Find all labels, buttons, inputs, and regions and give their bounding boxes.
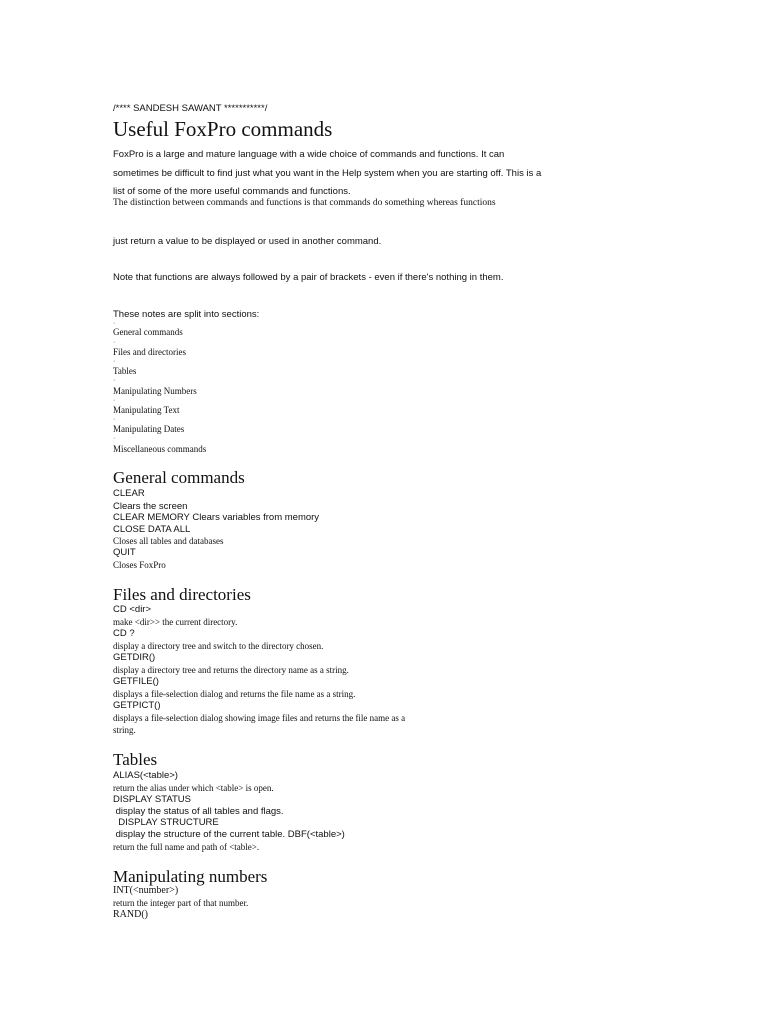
command-description: displays a file-selection dialog showing image files and returns the file name as a [113, 713, 406, 723]
bullet-icon: · [113, 339, 116, 346]
bullet-icon: · [113, 435, 116, 442]
command-description: display a directory tree and switch to the directory chosen. [113, 641, 324, 651]
command-name: INT(<number>) [113, 885, 179, 896]
command-description: string. [113, 725, 136, 735]
command-name: GETPICT() [113, 700, 161, 711]
bullet-icon: · [113, 320, 116, 327]
bullet-icon: · [113, 416, 116, 423]
command-name: DISPLAY STRUCTURE [113, 817, 219, 828]
bullet-icon: · [113, 358, 116, 365]
command-name: CD <dir> [113, 604, 152, 615]
intro-paragraph-line: These notes are split into sections: [113, 309, 260, 320]
command-name: CD ? [113, 628, 135, 639]
intro-paragraph-line: FoxPro is a large and mature language with a wide choice of commands and functions. It can [113, 149, 505, 160]
command-description: return the full name and path of <table>. [113, 842, 260, 852]
intro-paragraph-line: list of some of the more useful commands and functions. [113, 186, 351, 197]
toc-item-tables: Tables [113, 366, 137, 376]
toc-item-files-and-directories: Files and directories [113, 347, 186, 357]
command-description: display the structure of the current table. DBF(<table>) [113, 829, 345, 840]
command-description: return the alias under which <table> is open. [113, 783, 274, 793]
intro-paragraph-line: Note that functions are always followed by a pair of brackets - even if there's nothing in them. [113, 272, 504, 283]
toc-item-manipulating-numbers: Manipulating Numbers [113, 386, 197, 396]
command-name: CLEAR [113, 488, 145, 499]
page-title: Useful FoxPro commands [113, 117, 333, 141]
command-name: CLOSE DATA ALL [113, 524, 191, 535]
bullet-icon: · [113, 377, 116, 384]
intro-paragraph-line: just return a value to be displayed or used in another command. [113, 236, 382, 247]
intro-paragraph-line: The distinction between commands and functions is that commands do something whereas functions [113, 198, 496, 208]
command-description: displays a file-selection dialog and returns the file name as a string. [113, 689, 356, 699]
command-name: ALIAS(<table>) [113, 770, 178, 781]
command-name: RAND() [113, 909, 148, 920]
byline: /**** SANDESH SAWANT ***********/ [113, 103, 268, 114]
command-name: GETDIR() [113, 652, 156, 663]
command-name: QUIT [113, 547, 136, 558]
section-heading-tables: Tables [113, 750, 158, 769]
command-name: DISPLAY STATUS [113, 794, 191, 805]
toc-item-miscellaneous-commands: Miscellaneous commands [113, 444, 207, 454]
command-description: return the integer part of that number. [113, 898, 249, 908]
bullet-icon: · [113, 397, 116, 404]
toc-item-manipulating-text: Manipulating Text [113, 405, 180, 415]
command-description: display the status of all tables and flags. [113, 806, 284, 817]
command-description: Clears the screen [113, 501, 188, 512]
intro-paragraph-line: sometimes be difficult to find just what you want in the Help system when you are starting off. This is a [113, 168, 542, 179]
command-description: display a directory tree and returns the directory name as a string. [113, 665, 349, 675]
command-description: Closes FoxPro [113, 560, 166, 570]
section-heading-general-commands: General commands [113, 468, 245, 487]
command-name: GETFILE() [113, 676, 159, 687]
toc-item-general-commands: General commands [113, 327, 183, 337]
command-description: make <dir>> the current directory. [113, 617, 238, 627]
section-heading-files-and-directories: Files and directories [113, 585, 251, 604]
command-name: CLEAR MEMORY Clears variables from memory [113, 512, 320, 523]
command-description: Closes all tables and databases [113, 536, 224, 546]
toc-item-manipulating-dates: Manipulating Dates [113, 424, 185, 434]
section-heading-manipulating-numbers: Manipulating numbers [113, 867, 268, 886]
